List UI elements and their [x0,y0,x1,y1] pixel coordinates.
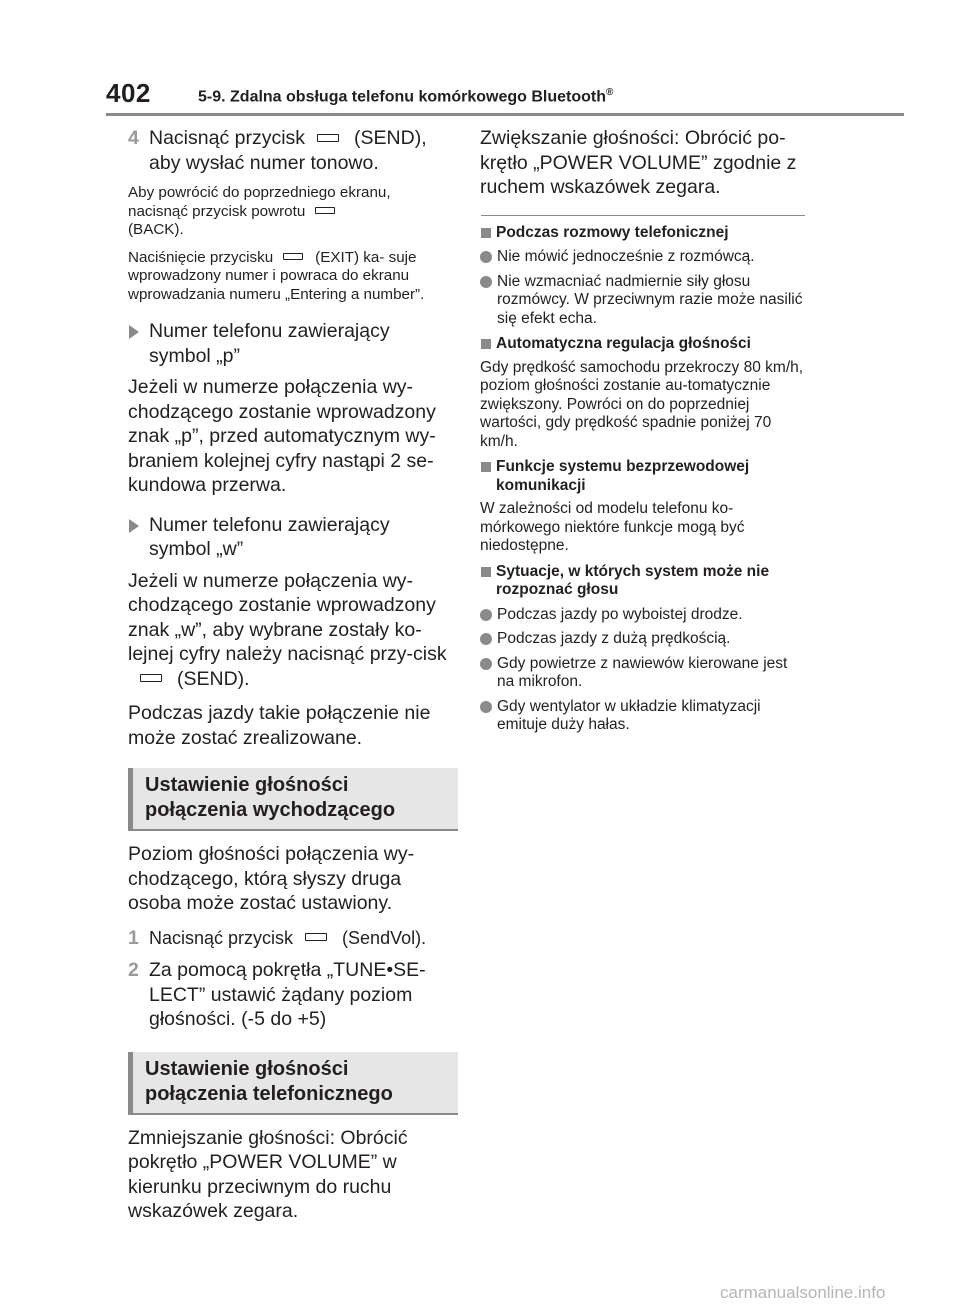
list-item-text: Gdy wentylator w układzie klimatyzacji emituje duży hałas. [497,697,761,733]
paragraph-level: Poziom głośności połączenia wy-chodzącego, którą słyszy druga osoba może zostać ustawiony. [128,843,415,914]
paragraph-text: Jeżeli w numerze połączenia wy-chodzącego zostanie wprowadzony znak „w”, aby wybrane zostały ko-lejnej cyfry należy nacisnąć przy-cisk [128,569,447,665]
right-column [480,126,805,735]
step-text: (SEND), [354,127,427,149]
subheading-text: Numer telefonu zawierający symbol „p” [149,320,390,367]
paragraph-text: (SEND). [177,667,250,690]
paragraph-functions: W zależności od modelu telefonu ko-mórkowego niektóre funkcje mogą być niedostępne. [480,500,745,554]
send-button-icon [317,134,339,142]
list-item [480,630,805,649]
subheading-call [480,224,805,243]
subheading-p [128,319,454,368]
step-text: (SendVol). [342,927,427,948]
back-note [128,184,454,240]
paragraph-decrease: Zmniejszanie głośności: Obrócić pokrętło „POWER VOLUME” w kierunku przeciwnym do ruchu wskazówek zegara. [128,1126,408,1222]
subheading-w [128,513,454,562]
paragraph-driving: Podczas jazdy takie połączenie nie może zostać zrealizowane. [128,702,431,749]
list-item [480,655,805,692]
step-2 [128,958,454,1032]
bullet-icon [480,701,492,713]
square-marker-icon [481,567,491,577]
page-header [106,78,904,118]
list-item-text: Gdy powietrze z nawiewów kierowane jest na mikrofon. [497,654,788,690]
list-item-text: Nie mówić jednocześnie z rozmówcą. [497,248,755,265]
list-item-text: Podczas jazdy po wyboistej drodze. [497,605,743,623]
divider [481,215,805,216]
note-text: suje wprowadzony numer i powraca do ekranu wprowadzania numeru „Entering a number”. [128,248,425,303]
list-item [480,606,805,625]
section-title [198,87,613,106]
note-text: Aby powrócić do poprzedniego ekranu, [128,184,391,201]
step-number: 1 [128,926,139,949]
subheading-auto [480,335,805,354]
step-number: 2 [128,959,139,981]
list-item-text: Nie wzmacniać nadmiernie siły głosu rozmówcy. W przeciwnym razie może nasilić się efekt echa. [497,272,803,327]
paragraph-w [128,569,454,692]
step-text: Nacisnąć przycisk [149,927,294,948]
subheading-text: Funkcje systemu bezprzewodowej komunikacji [496,458,750,494]
square-marker-icon [481,462,491,472]
square-marker-icon [481,339,491,349]
triangle-marker-icon [129,519,139,533]
subheading-text: Numer telefonu zawierający symbol „w” [149,513,390,560]
bullet-icon [480,251,492,263]
registered-mark: ® [606,87,614,98]
step-1 [128,926,454,951]
subheading-text: Automatyczna regulacja głośności [496,335,751,352]
list-item [480,273,805,329]
bullet-icon [480,658,492,670]
list-item [480,698,805,735]
list-item [480,248,805,267]
back-button-icon [315,207,335,214]
triangle-marker-icon [129,325,139,339]
header-rule [106,113,904,116]
step-4 [128,126,454,175]
section-title-text: 5-9. Zdalna obsługa telefonu komórkowego Bluetooth [198,88,607,106]
subheading-situations [480,563,805,600]
sendvol-button-icon [305,933,327,941]
watermark: carmanualsonline.info [720,1283,886,1302]
bullet-icon [480,633,492,645]
bullet-icon [480,276,492,288]
page-number: 402 [106,78,151,108]
paragraph-increase: Zwiększanie głośności: Obrócić po-krętło „POWER VOLUME” zgodnie z ruchem wskazówek zegara. [480,127,797,198]
exit-note [128,249,454,305]
note-text: (BACK). [128,221,184,238]
subheading-text: Sytuacje, w których system może nie rozpoznać głosu [496,562,770,598]
exit-button-icon [283,253,303,260]
note-text: (EXIT) ka- [315,248,385,266]
note-text: nacisnąć przycisk powrotu [128,202,306,220]
list-item-text: Podczas jazdy z dużą prędkością. [497,630,731,647]
left-column [128,126,454,1224]
square-marker-icon [481,228,491,238]
note-text: Naciśnięcie przycisku [128,248,274,266]
subheading-functions [480,458,805,495]
step-text: Nacisnąć przycisk [149,127,306,149]
step-text: Za pomocą pokrętła „TUNE•SE-LECT” ustawić żądany poziom głośności. (-5 do +5) [149,959,426,1030]
send-button-icon [140,674,162,682]
step-text: aby wysłać numer tonowo. [149,151,379,174]
heading-outgoing-volume: Ustawienie głośności połączenia wychodzącego [128,768,458,831]
heading-call-volume: Ustawienie głośności połączenia telefonicznego [128,1052,458,1115]
subheading-text: Podczas rozmowy telefonicznej [496,223,729,241]
bullet-icon [480,609,492,621]
paragraph-auto: Gdy prędkość samochodu przekroczy 80 km/h, poziom głośności zostanie au-tomatycznie zwiększony. Powróci on do poprzedniej wartości, gdy prędkość spadnie poniżej 70 km/h. [480,358,804,450]
step-number: 4 [128,127,139,149]
paragraph-p: Jeżeli w numerze połączenia wy-chodzącego zostanie wprowadzony znak „p”, przed automatycznym wy-braniem kolejnej cyfry nastąpi 2 se-kundowa przerwa. [128,376,436,496]
